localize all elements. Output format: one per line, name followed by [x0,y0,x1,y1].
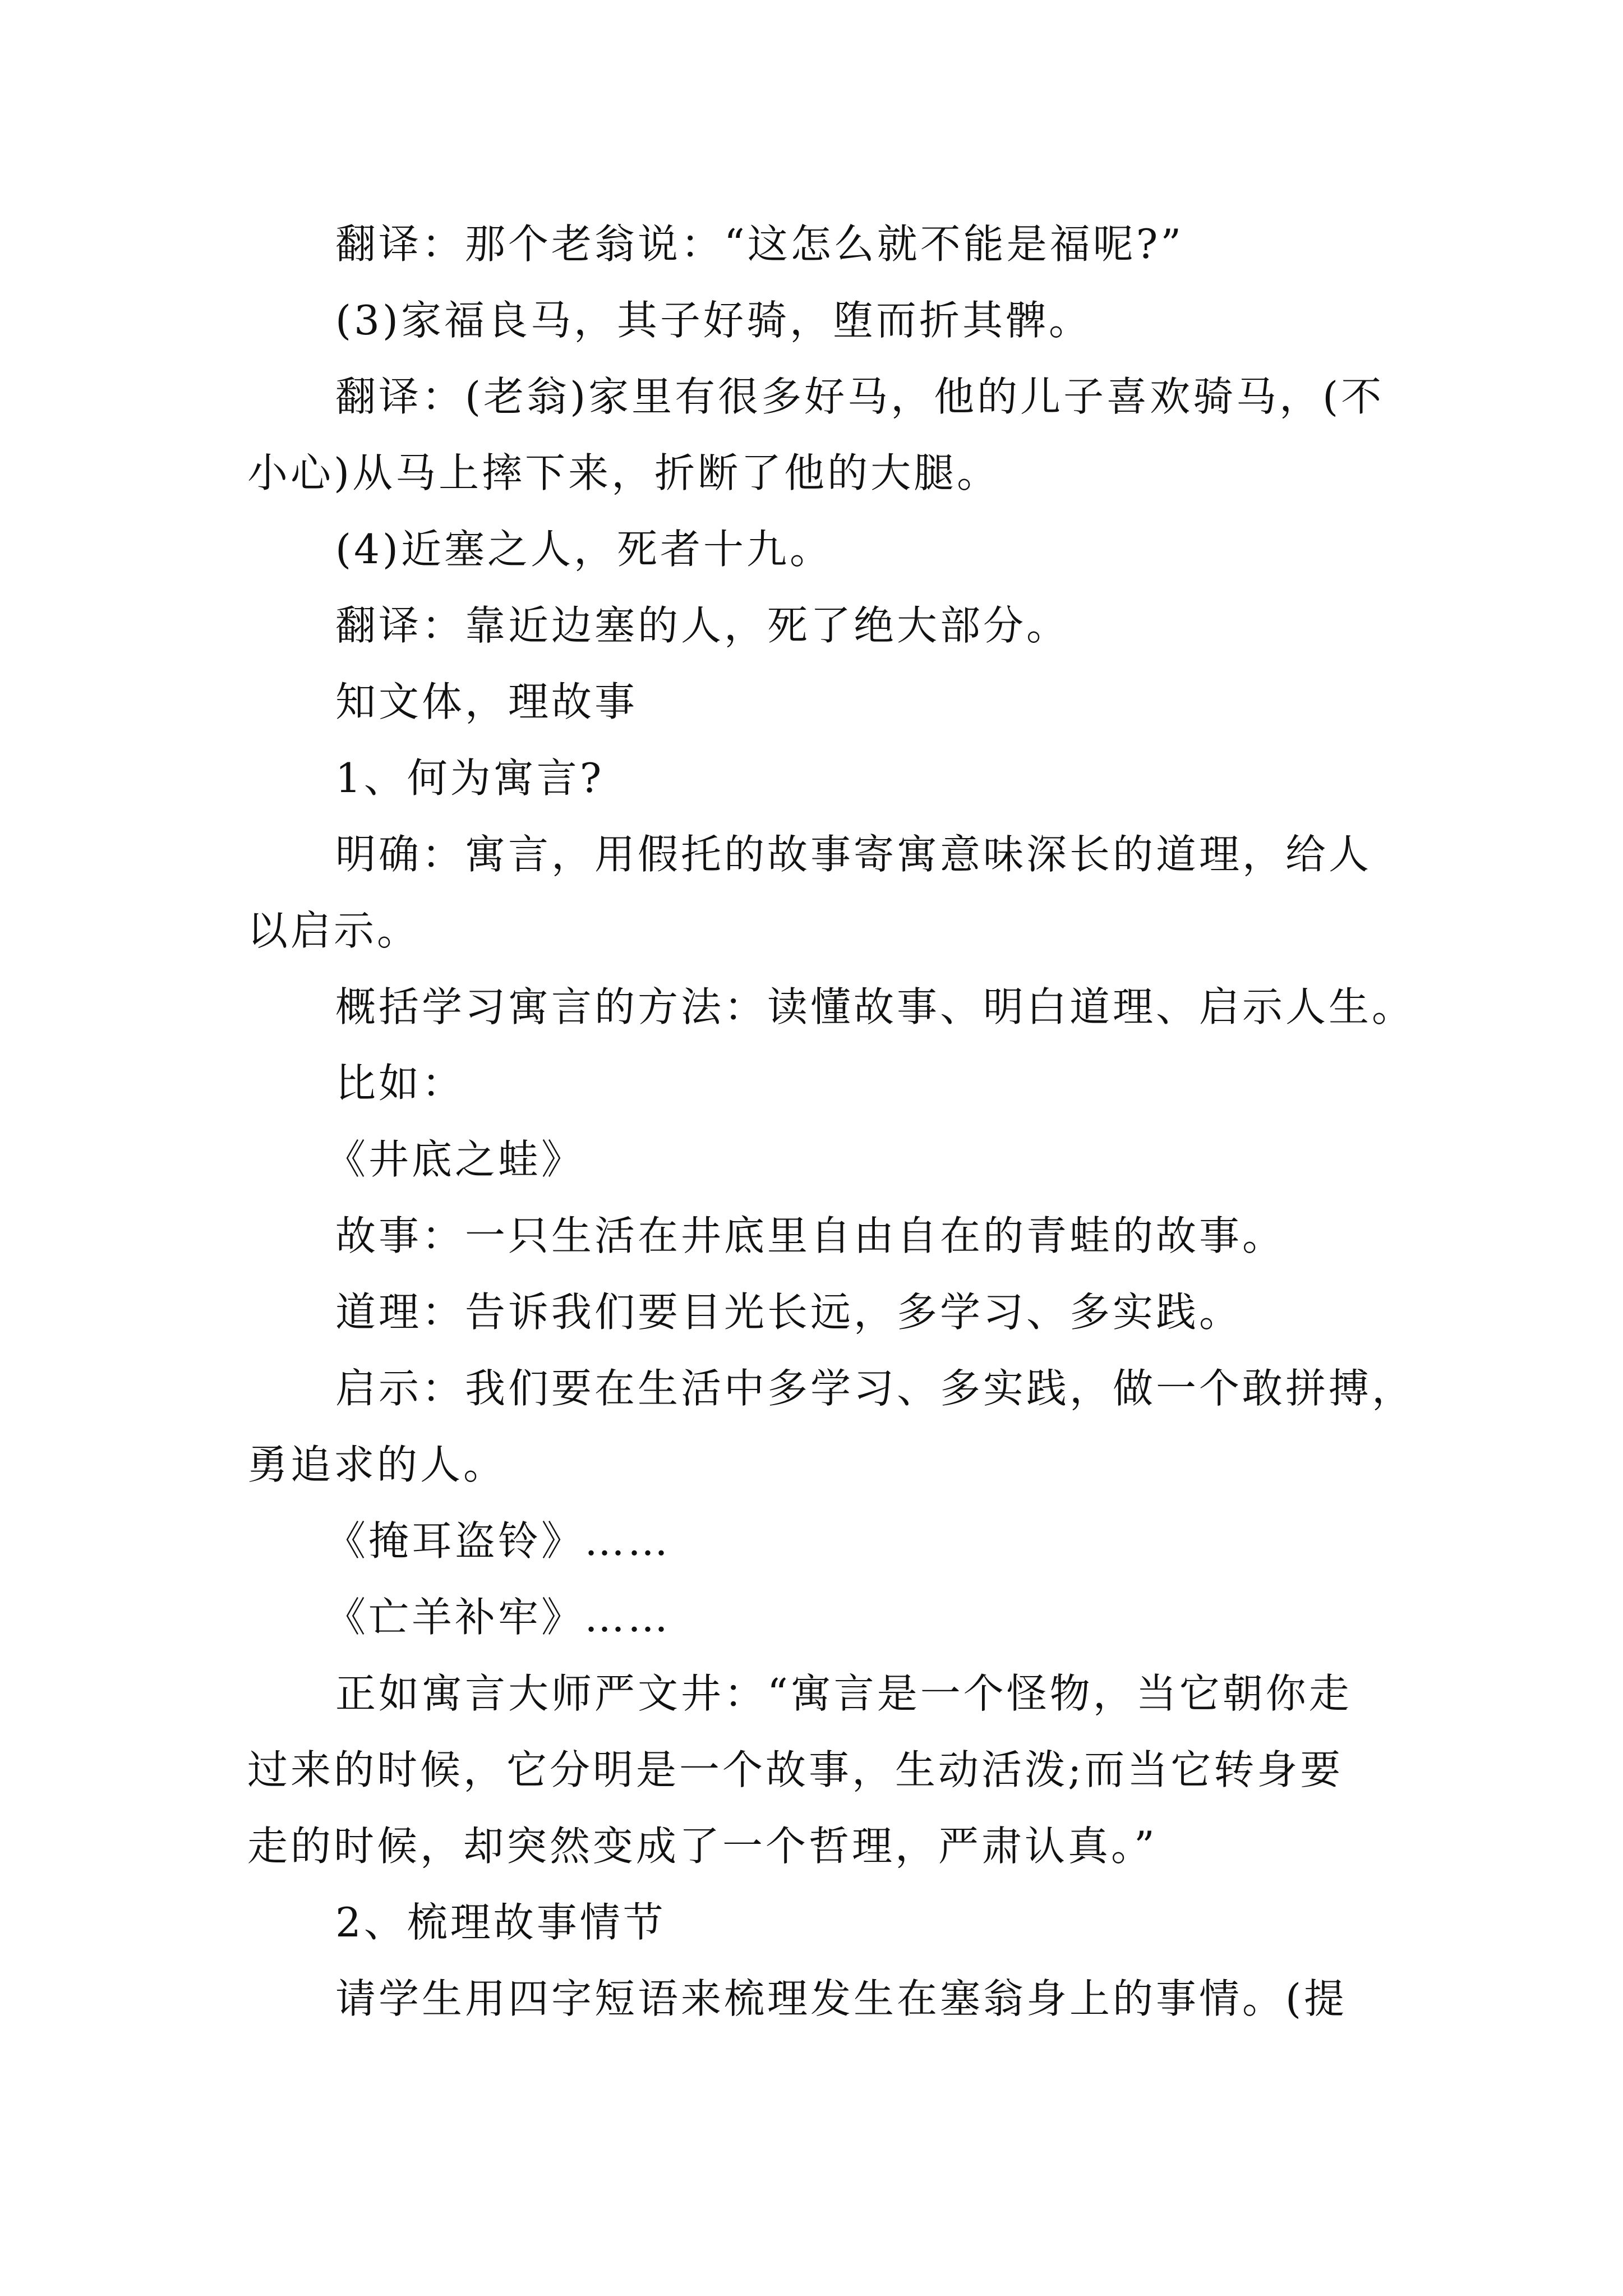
question-2: 2、梳理故事情节 [335,1899,666,1946]
example-intro: 比如： [335,1060,465,1107]
quote-part-2: 过来的时候，它分明是一个故事，生动活泼;而当它转身要 [247,1746,1344,1793]
fable-title-sheep: 《亡羊补牢》…… [325,1594,671,1641]
quote-part-1: 正如寓言大师严文井：“寓言是一个怪物，当它朝你走 [335,1670,1352,1717]
question-1: 1、何为寓言? [335,754,605,802]
section-heading-genre: 知文体，理故事 [335,678,638,725]
method-summary: 概括学习寓言的方法：读懂故事、明白道理、启示人生。 [335,983,1415,1030]
frog-insight-part-1: 启示：我们要在生活中多学习、多实践，做一个敢拼搏， [335,1365,1415,1412]
task-instruction: 请学生用四字短语来梳理发生在塞翁身上的事情。(提 [335,1975,1348,2022]
classical-sentence-4: (4)近塞之人，死者十九。 [335,526,833,573]
frog-story: 故事：一只生活在井底里自由自在的青蛙的故事。 [335,1212,1286,1259]
translation-line-1: 翻译：那个老翁说：“这怎么就不能是福呢?” [335,220,1184,268]
fable-title-frog: 《井底之蛙》 [325,1136,585,1183]
frog-insight-part-2: 勇追求的人。 [247,1441,507,1488]
classical-sentence-3: (3)家福良马，其子好骑，堕而折其髀。 [335,297,1092,344]
definition-part-2: 以启示。 [247,907,421,954]
fable-title-bell: 《掩耳盗铃》…… [325,1517,671,1565]
translation-line-4: 翻译：靠近边塞的人，死了绝大部分。 [335,602,1070,649]
translation-line-3-part-2: 小心)从马上摔下来，折断了他的大腿。 [247,449,1000,496]
frog-moral: 道理：告诉我们要目光长远，多学习、多实践。 [335,1289,1243,1336]
quote-part-3: 走的时候，却突然变成了一个哲理，严肃认真。” [247,1823,1158,1870]
definition-part-1: 明确：寓言，用假托的故事寄寓意味深长的道理，给人 [335,831,1372,878]
translation-line-3-part-1: 翻译：(老翁)家里有很多好马，他的儿子喜欢骑马，(不 [335,373,1385,420]
